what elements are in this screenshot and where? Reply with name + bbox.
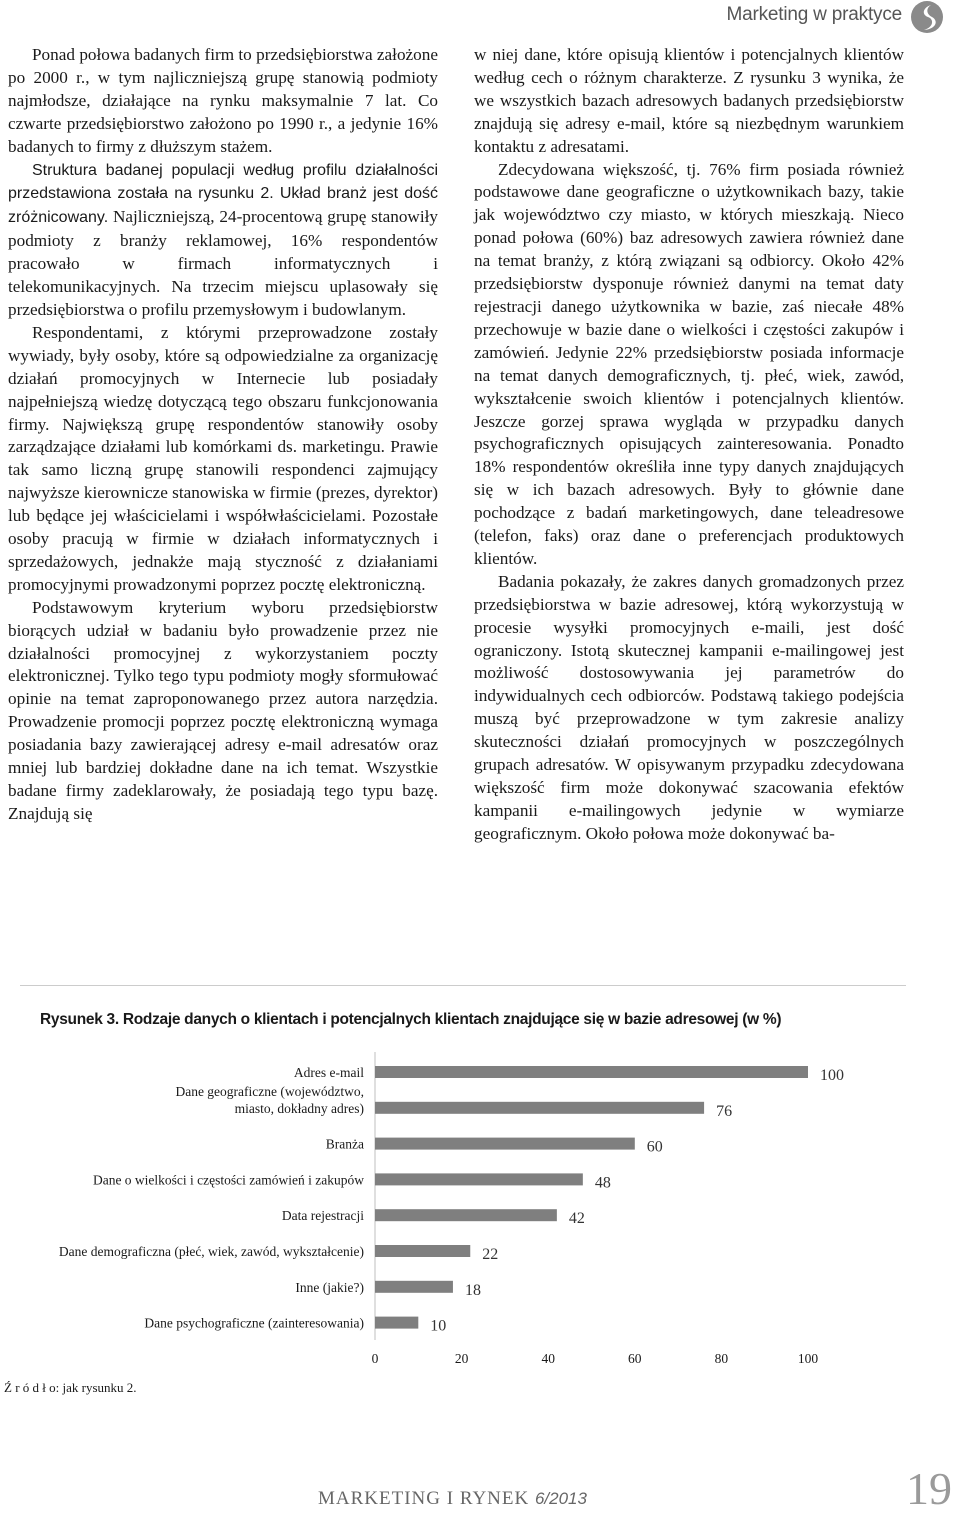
bar-value-label: 42 (568, 1210, 585, 1228)
category-label: Dane o wielkości i częstości zamówień i zakupów (92, 1172, 364, 1188)
category-label: Branża (325, 1136, 364, 1152)
bar (375, 1245, 470, 1257)
figure-source: Ź r ó d ł o: jak rysunku 2. (4, 1380, 137, 1395)
category-label: Adres e-mail (293, 1065, 364, 1080)
page-number: 19 (906, 1463, 952, 1514)
magazine-name: MARKETING I RYNEK (318, 1488, 530, 1509)
x-tick-label: 80 (714, 1351, 729, 1366)
category-label: Inne (jakie?) (295, 1279, 364, 1295)
paragraph: Ponad połowa badanych firm to przedsiębiorstwa założone po 2000 r., w tym najliczniejszą grupę stanowią podmioty najmłodsze, działające na rynku maksymalnie 7 lat. Co czwarte przedsiębiorstwo założono po 1990 r., a jedynie 16% badanych to firmy z dłuższym stażem. (8, 45, 438, 156)
paragraph: w niej dane, które opisują klientów i potencjalnych klientów według cech o różnym charakterze. Z rysunku 3 wynika, że we wszystkich bazach adresowych badanych przedsiębiorstw znajdują się adresy e-mail, które są niezbędnym warunkiem kontaktu z adresatami. (474, 45, 904, 156)
bar-value-label: 76 (716, 1102, 733, 1120)
bar-value-label: 18 (464, 1281, 481, 1299)
figure-divider (20, 985, 906, 986)
right-text-column (474, 44, 904, 846)
x-tick-label: 100 (797, 1351, 819, 1366)
category-label: Dane geograficzne (województwo, (175, 1083, 364, 1099)
bar (375, 1102, 704, 1114)
x-tick-label: 0 (371, 1351, 379, 1366)
magazine-footer (318, 1488, 587, 1510)
paragraph: Zdecydowana większość, tj. 76% firm posiada również podstawowe dane geograficzne o użytkownikach bazy, takie jak województwo czy miasto, w których mieszkają. Nieco ponad połowa (60%) baz adresowych zawiera również dane na temat branży, z którą związani są odbiorcy. Około 42% przedsiębiorstw dysponuje również danymi na temat daty rejestracji danego użytkownika w bazie, zaś niecałe 48% przechowuje w bazie dane o wielkości i częstości zakupów i zamówień. Jedynie 22% przedsiębiorstw posiada informacje na temat danych demograficznych, tj. płeć, wiek, zawód, wykształcenie swoich klientów i potencjalnych klientów. Jeszcze gorzej sprawa wygląda w przypadku danych psychograficznych opisujących zainteresowania. Ponadto 18% respondentów określiła inne typy danych znajdujących się w ich bazach adresowych. Były to głównie dane pochodzące z badań marketingowych, dane teleadresowe (telefon, faks) oraz dane o preferencjach produktowych klientów. (474, 159, 904, 568)
bar-value-label: 22 (482, 1246, 499, 1263)
x-tick-label: 20 (454, 1351, 469, 1366)
category-label: Dane demograficzna (płeć, wiek, zawód, wykształcenie) (58, 1244, 364, 1259)
category-label: Dane psychograficzne (zainteresowania) (144, 1315, 364, 1331)
bar (375, 1209, 557, 1221)
bar (375, 1066, 808, 1078)
x-tick-label: 40 (541, 1351, 555, 1366)
left-text-column (8, 44, 438, 826)
bar-value-label: 100 (820, 1067, 844, 1084)
section-header: Marketing w praktyce (726, 4, 902, 25)
bar (375, 1138, 635, 1150)
paragraph-sans-part: Struktura badanej populacji według profilu działalności przedstawiona została na rysunku 2. Układ branż jest dość zróżnicowany. (8, 161, 438, 227)
bar (375, 1317, 418, 1329)
bar-value-label: 10 (430, 1317, 447, 1335)
bar-value-label: 60 (646, 1138, 663, 1156)
bar (375, 1173, 583, 1185)
bar-chart (0, 1040, 960, 1380)
figure-title: Rysunek 3. Rodzaje danych o klientach i potencjalnych klientach znajdujące się w bazie adresowej (w %) (40, 1011, 782, 1028)
paragraph: Podstawowym kryterium wyboru przedsiębiorstw biorących udział w badaniu było prowadzenie przez nie działalności promocyjnej z wykorzystaniem poczty elektronicznej. Tylko tego typu podmioty mogły sformułować opinie na temat zaproponowanego przez autora narzędzia. Prowadzenie promocji poprzez pocztę elektroniczną wymaga posiadania bazy zawierającej adresy e-mail adresatów oraz mniej lub bardziej dokładne dane na ich temat. Wszystkie badane firmy zadeklarowały, że posiadają tego typu bazę. Znajdują się (8, 597, 438, 823)
paragraph (8, 159, 438, 322)
bar (375, 1281, 453, 1293)
bar-value-label: 48 (594, 1174, 611, 1192)
category-label: Data rejestracji (281, 1208, 364, 1224)
paragraph: Badania pokazały, że zakres danych gromadzonych przez przedsiębiorstwa w bazie adresowej, którą wykorzystują w procesie wysyłki promocyjnych e-maili, jest dość ograniczony. Istotą skutecznej kampanii e-mailingowej jest możliwość dostosowywania jej parametrów do indywidualnych cech odbiorców. Podstawą takiego podejścia muszą być przeprowadzone w tym zakresie analizy skuteczności działań promocyjnych w poszczególnych grupach adresatów. W opisywanym przypadku zdecydowana większość firm może dokonywać szacowania efektów kampanii e-mailingowych jedynie w wymiarze geograficznym. Około połowa może dokonywać ba- (474, 571, 904, 843)
x-tick-label: 60 (628, 1351, 642, 1366)
paragraph-serif-part: Najliczniejszą, 24-procentową grupę stanowiły podmioty z branży reklamowej, 16% respondentów pracowało w firmach informatycznych i telekomunikacyjnych. Na trzecim miejscu uplasowały się przedsiębiorstwa o profilu przemysłowym i budowlanym. (8, 207, 438, 319)
section-logo-icon (910, 0, 944, 34)
paragraph: Respondentami, z którymi przeprowadzone zostały wywiady, były osoby, które są odpowiedzialne za organizację działań promocyjnych w Internecie lub posiadały najpełniejszą wiedzę dotyczącą tego obszaru funkcjonowania firmy. Największą grupę respondentów stanowiły osoby zarządzające działami lub komórkami ds. marketingu. Prawie tak samo liczną grupę stanowili respondenci zajmujący najwyższe kierownicze stanowiska w firmie (prezes, dyrektor) lub będące jej właścicielami i współwłaścicielami. Pozostałe osoby pracują w firmie w działach informatycznych i sprzedażowych, jednakże mają styczność z działaniami promocyjnymi prowadzonymi poprzez pocztę elektroniczną. (8, 322, 438, 594)
category-label: miasto, dokładny adres) (234, 1100, 364, 1116)
issue-number: 6/2013 (534, 1489, 587, 1508)
